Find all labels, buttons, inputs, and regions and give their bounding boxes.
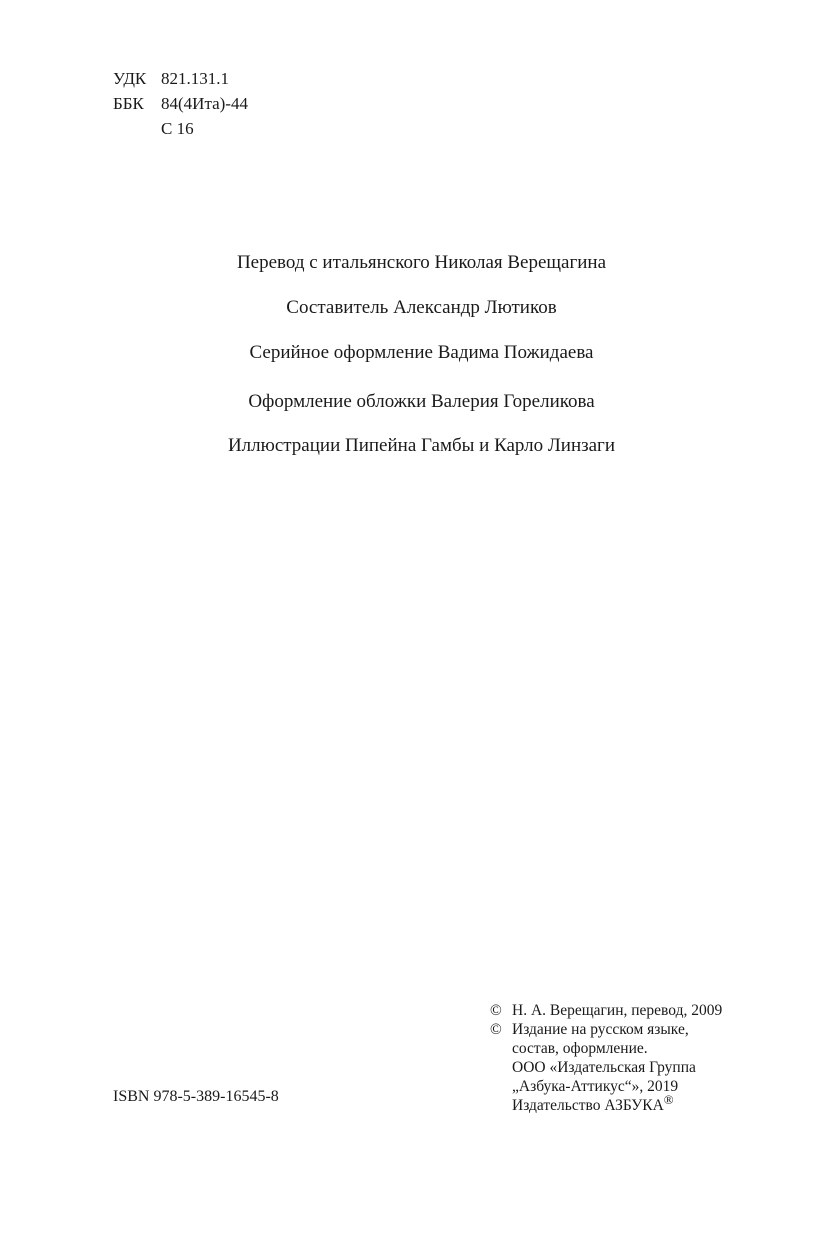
udk-label: УДК — [113, 69, 147, 88]
copyright-imprint-row — [512, 1091, 722, 1115]
bbk-code: 84(4Ита)-44 — [161, 94, 248, 113]
udk-row — [113, 66, 248, 91]
udk-code: 821.131.1 — [161, 69, 229, 88]
bbk-row — [113, 91, 248, 116]
cover-design-credit: Оформление обложки Валерия Гореликова — [248, 391, 595, 412]
copyright-edition-row — [490, 1020, 722, 1039]
series-design-credit: Серийное оформление Вадима Пожидаева — [249, 342, 594, 363]
copyright-publisher-group: ООО «Издательская Группа — [512, 1059, 696, 1076]
copyright-sign: © — [490, 1002, 502, 1019]
translator-credit: Перевод с итальянского Николая Верещагина — [236, 252, 607, 273]
copyright-translation: Н. А. Верещагин, перевод, 2009 — [512, 1002, 723, 1019]
copyright-sign: © — [490, 1021, 502, 1038]
author-mark: С 16 — [161, 119, 194, 138]
illustrations-credit: Иллюстрации Пипейна Гамбы и Карло Линзаги — [227, 435, 616, 456]
author-mark-row — [113, 116, 248, 141]
copyright-imprint: Издательство АЗБУКА — [512, 1097, 664, 1114]
copyright-edition: Издание на русском языке, — [512, 1021, 689, 1038]
isbn: ISBN 978-5-389-16545-8 — [113, 1088, 279, 1105]
bbk-label: ББК — [113, 94, 144, 113]
compiler-credit: Составитель Александр Лютиков — [286, 297, 557, 318]
copyright-block — [490, 1001, 722, 1115]
copyright-publisher-name: „Азбука-Аттикус“», 2019 — [512, 1078, 679, 1095]
registered-mark: ® — [663, 1091, 674, 1107]
copyright-translation-row — [490, 1001, 722, 1020]
copyright-composition: состав, оформление. — [512, 1040, 648, 1057]
library-classification — [113, 66, 248, 141]
